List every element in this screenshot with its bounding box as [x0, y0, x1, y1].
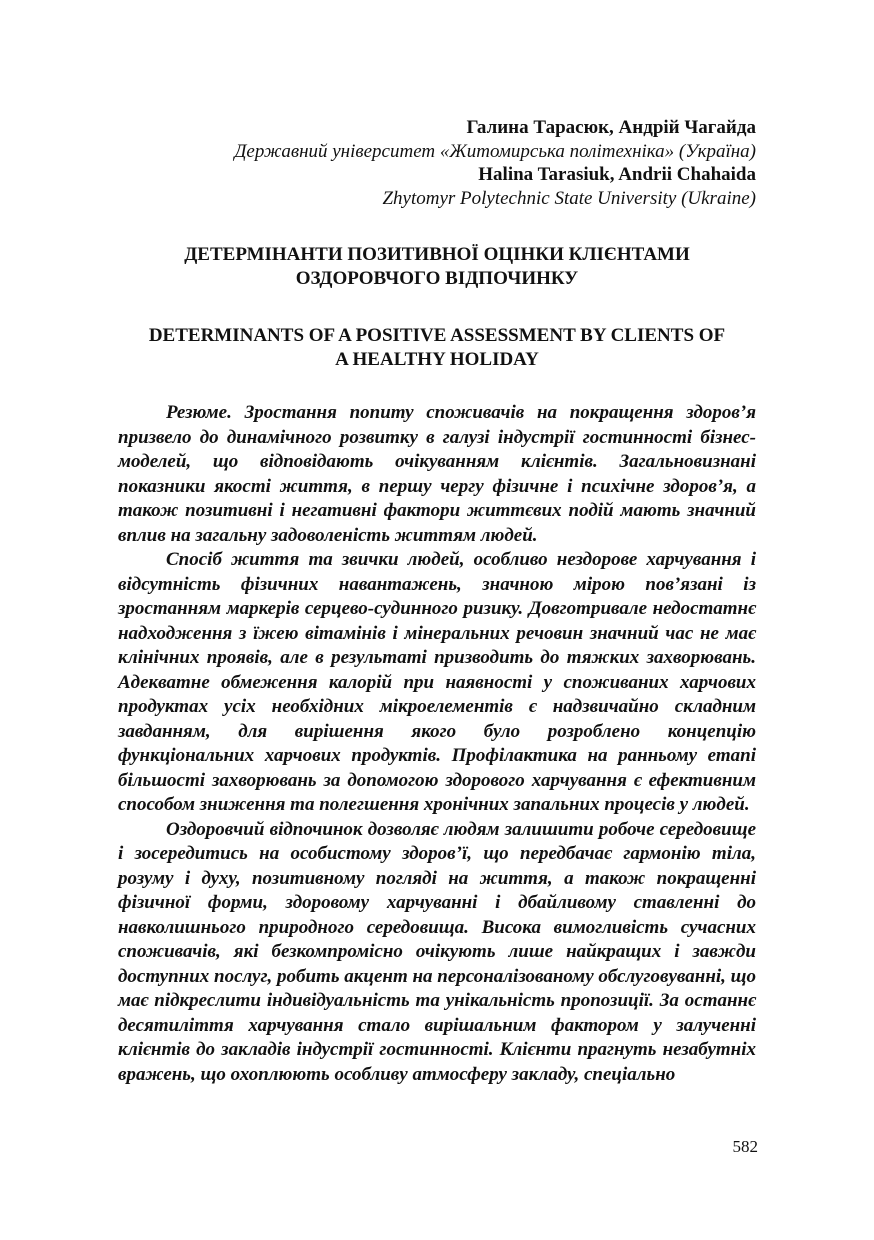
- affiliation-ua: Державний університет «Житомирська політехніка» (Україна): [234, 140, 756, 162]
- abstract-paragraph-2: Спосіб життя та звички людей, особливо нездорове харчування і відсутність фізичних навантажень, значною мірою пов’язані із зростанням маркерів серцево-судинного ризику. Довготривале недостатнє надходження з їжею вітамінів і мінеральних речовин значний час не має клінічних проявів, але в результаті призводить до тяжких захворювань. Адекватне обмеження калорій при наявності у споживаних харчових продуктах усіх необхідних мікроелементів є надзвичайно складним завданням, для вирішення якого було розроблено концепцію функціональних харчових продуктів. Профілактика на ранньому етапі більшості захворювань за допомогою здорового харчування є ефективним способом зниження та полегшення хронічних запальних процесів у людей.: [118, 549, 756, 815]
- title-ua-line-1: ДЕТЕРМІНАНТИ ПОЗИТИВНОЇ ОЦІНКИ КЛІЄНТАМИ: [184, 244, 690, 265]
- abstract-paragraph-3: Оздоровчий відпочинок дозволяє людям залишити робоче середовище і зосередитись на особистому здоров’ї, що передбачає гармонію тіла, розуму і духу, позитивному погляді на життя, а також покращенні фізичної форми, здоровому харчуванні і дбайливому ставленні до навколишнього природного середовища. Висока вимогливість сучасних споживачів, які безкомпромісно очікують лише найкращих і завжди доступних послуг, робить акцент на персоналізованому обслуговуванні, що має підкреслити індивідуальність та унікальність пропозиції. За останнє десятиліття харчування стало вирішальним фактором у залученні клієнтів до закладів індустрії гостинності. Клієнти прагнуть незабутніх вражень, що охоплюють особливу атмосферу закладу, спеціально: [118, 818, 756, 1085]
- affiliation-en: Zhytomyr Polytechnic State University (Ukraine): [382, 187, 756, 209]
- abstract: [118, 401, 756, 1087]
- abstract-paragraph-1: [118, 401, 756, 548]
- title-ukrainian: [118, 243, 756, 291]
- title-en-line-2: A HEALTHY HOLIDAY: [335, 349, 539, 370]
- author-names-ua: Галина Тарасюк, Андрій Чагайда: [466, 117, 756, 138]
- title-ua-line-2: ОЗДОРОВЧОГО ВІДПОЧИНКУ: [295, 268, 579, 289]
- abstract-label: Резюме.: [166, 402, 232, 423]
- page-number: 582: [732, 1137, 758, 1156]
- abstract-paragraph-1-text: Зростання попиту споживачів на покращення здоров’я призвело до динамічного розвитку в галузі індустрії гостинності бізнес-моделей, що відповідають очікуванням клієнтів. Загальновизнані показники якості життя, в першу чергу фізичне і психічне здоров’я, а також позитивні і негативні фактори життєвих подій мають значний вплив на загальну задоволеність життям людей.: [118, 402, 756, 546]
- author-names-en: Halina Tarasiuk, Andrii Chahaida: [478, 164, 756, 185]
- author-block: [118, 116, 756, 210]
- title-en-line-1: DETERMINANTS OF A POSITIVE ASSESSMENT BY CLIENTS OF: [148, 325, 726, 346]
- title-english: [118, 324, 756, 372]
- article-page: [118, 116, 756, 1087]
